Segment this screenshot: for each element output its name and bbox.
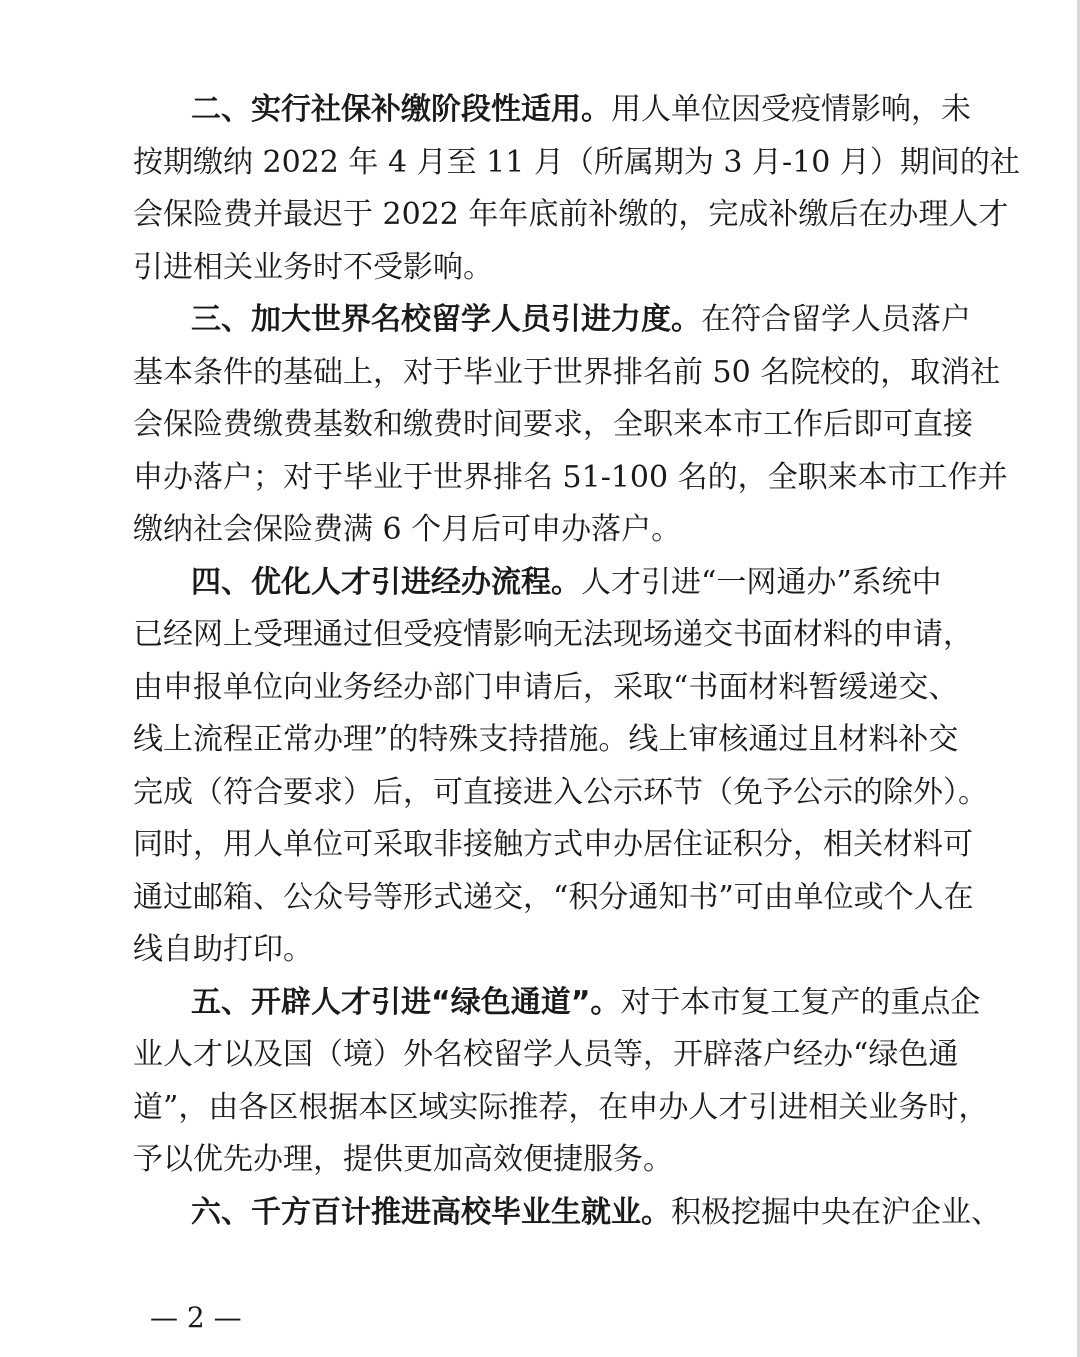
paragraph-line [133,662,959,715]
document-body [133,84,1020,1239]
paragraph-line [133,347,1001,400]
line-text: 由申报单位向业务经办部门申请后，采取“书面材料暂缓递交、 [133,669,959,705]
paragraph-first-line [133,84,971,137]
line-text: 通过邮箱、公众号等形式递交，“积分通知书”可由单位或个人在 [133,879,974,915]
line-text: 缴纳社会保险费满 6 个月后可申办落户。 [133,512,682,547]
line-text: 积极挖掘中央在沪企业、 [671,1194,1001,1230]
line-text: 申办落户；对于毕业于世界排名 51-100 名的，全职来本市工作并 [133,459,1008,495]
paragraph-line [133,714,959,767]
line-text: 在符合留学人员落户 [701,302,971,337]
paragraph-line [133,452,1008,505]
line-text: 用人单位因受疫情影响，未 [611,92,971,127]
line-text: 按期缴纳 2022 年 4 月至 11 月（所属期为 3 月-10 月）期间的社 [133,144,1020,180]
paragraph-line [133,399,973,452]
line-text: 线上流程正常办理”的特殊支持措施。线上审核通过且材料补交 [133,722,959,757]
paragraph-line [133,609,973,662]
paragraph-line [133,189,1009,242]
paragraph-line [133,137,1020,190]
paragraph-first-line [133,557,940,610]
paragraph-line [133,924,940,977]
paragraph-line [133,1082,989,1135]
paragraph-line [133,819,973,872]
line-text: 同时，用人单位可采取非接触方式申办居住证积分，相关材料可 [133,827,973,862]
line-text: 道”，由各区根据本区域实际推荐，在申办人才引进相关业务时， [133,1089,989,1125]
line-text: 会保险费缴费基数和缴费时间要求，全职来本市工作后即可直接 [133,407,973,442]
line-text: 人才引进“一网通办”系统中 [581,564,942,600]
paragraph-line [133,504,940,557]
line-text: 基本条件的基础上，对于毕业于世界排名前 50 名院校的，取消社 [133,354,1001,390]
line-text: 完成（符合要求）后，可直接进入公示环节（免予公示的除外）。 [133,774,988,810]
paragraph-line [133,242,940,295]
paragraph-first-line [133,977,981,1030]
paragraph-first-line [133,294,971,347]
line-text: 已经网上受理通过但受疫情影响无法现场递交书面材料的申请， [133,617,973,652]
paragraph-line [133,1029,959,1082]
line-text: 业人才以及国（境）外名校留学人员等，开辟落户经办“绿色通 [133,1037,959,1072]
section-heading: 四、优化人才引进经办流程。 [191,564,581,600]
section-heading: 六、千方百计推进高校毕业生就业。 [191,1194,671,1230]
page-number: — 2 — [150,1301,242,1334]
paragraph-first-line [133,1187,1001,1240]
section-heading: 三、加大世界名校留学人员引进力度。 [191,302,701,337]
section-heading: 二、实行社保补缴阶段性适用。 [191,92,611,127]
line-text: 予以优先办理，提供更加高效便捷服务。 [133,1142,673,1177]
section-heading: 五、开辟人才引进“绿色通道”。 [191,984,621,1020]
paragraph-line [133,1134,940,1187]
paragraph-line [133,872,974,925]
paragraph-line [133,767,988,820]
line-text: 会保险费并最迟于 2022 年年底前补缴的，完成补缴后在办理人才 [133,197,1009,232]
line-text: 对于本市复工复产的重点企 [620,984,981,1020]
line-text: 引进相关业务时不受影响。 [133,249,493,285]
line-text: 线自助打印。 [133,932,313,967]
